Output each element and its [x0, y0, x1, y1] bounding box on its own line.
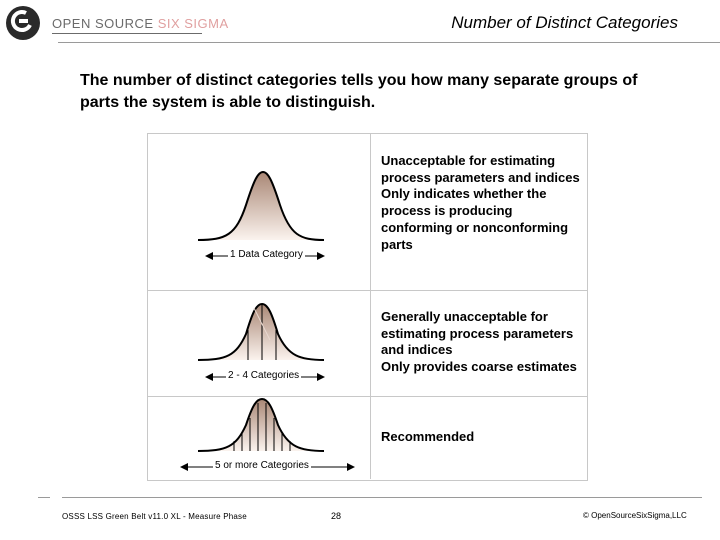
curve-label: 2 - 4 Categories — [228, 370, 300, 381]
page-number: 28 — [331, 511, 342, 521]
row-divider — [147, 290, 587, 291]
slide-title: Number of Distinct Categories — [451, 13, 678, 32]
footer-course: OSSS LSS Green Belt v11.0 XL - Measure Phase — [62, 512, 247, 521]
curve-label: 5 or more Categories — [215, 460, 309, 471]
footer-rule — [38, 497, 50, 498]
footer-rule — [62, 497, 702, 498]
brand-underline — [52, 33, 202, 34]
row-description: Generally unacceptable for estimating process parameters and indices Only provides coarse estimates — [381, 309, 577, 375]
header-rule — [58, 42, 720, 43]
logo-icon — [5, 5, 41, 41]
column-divider — [370, 133, 371, 479]
footer-copyright: © OpenSourceSixSigma,LLC — [583, 511, 687, 520]
curve-label: 1 Data Category — [230, 249, 303, 260]
intro-text: The number of distinct categories tells you how many separate groups of parts the system is able to distinguish. — [80, 72, 638, 111]
brand-wordmark: OPEN SOURCE SIX SIGMA — [52, 16, 229, 31]
row-description: Unacceptable for estimating process parameters and indices Only indicates whether the process is producing conforming or nonconforming parts — [381, 153, 580, 252]
bell-curve-many-categories — [196, 393, 326, 463]
row-description: Recommended — [381, 429, 475, 444]
bell-curve-few-categories — [196, 296, 326, 376]
